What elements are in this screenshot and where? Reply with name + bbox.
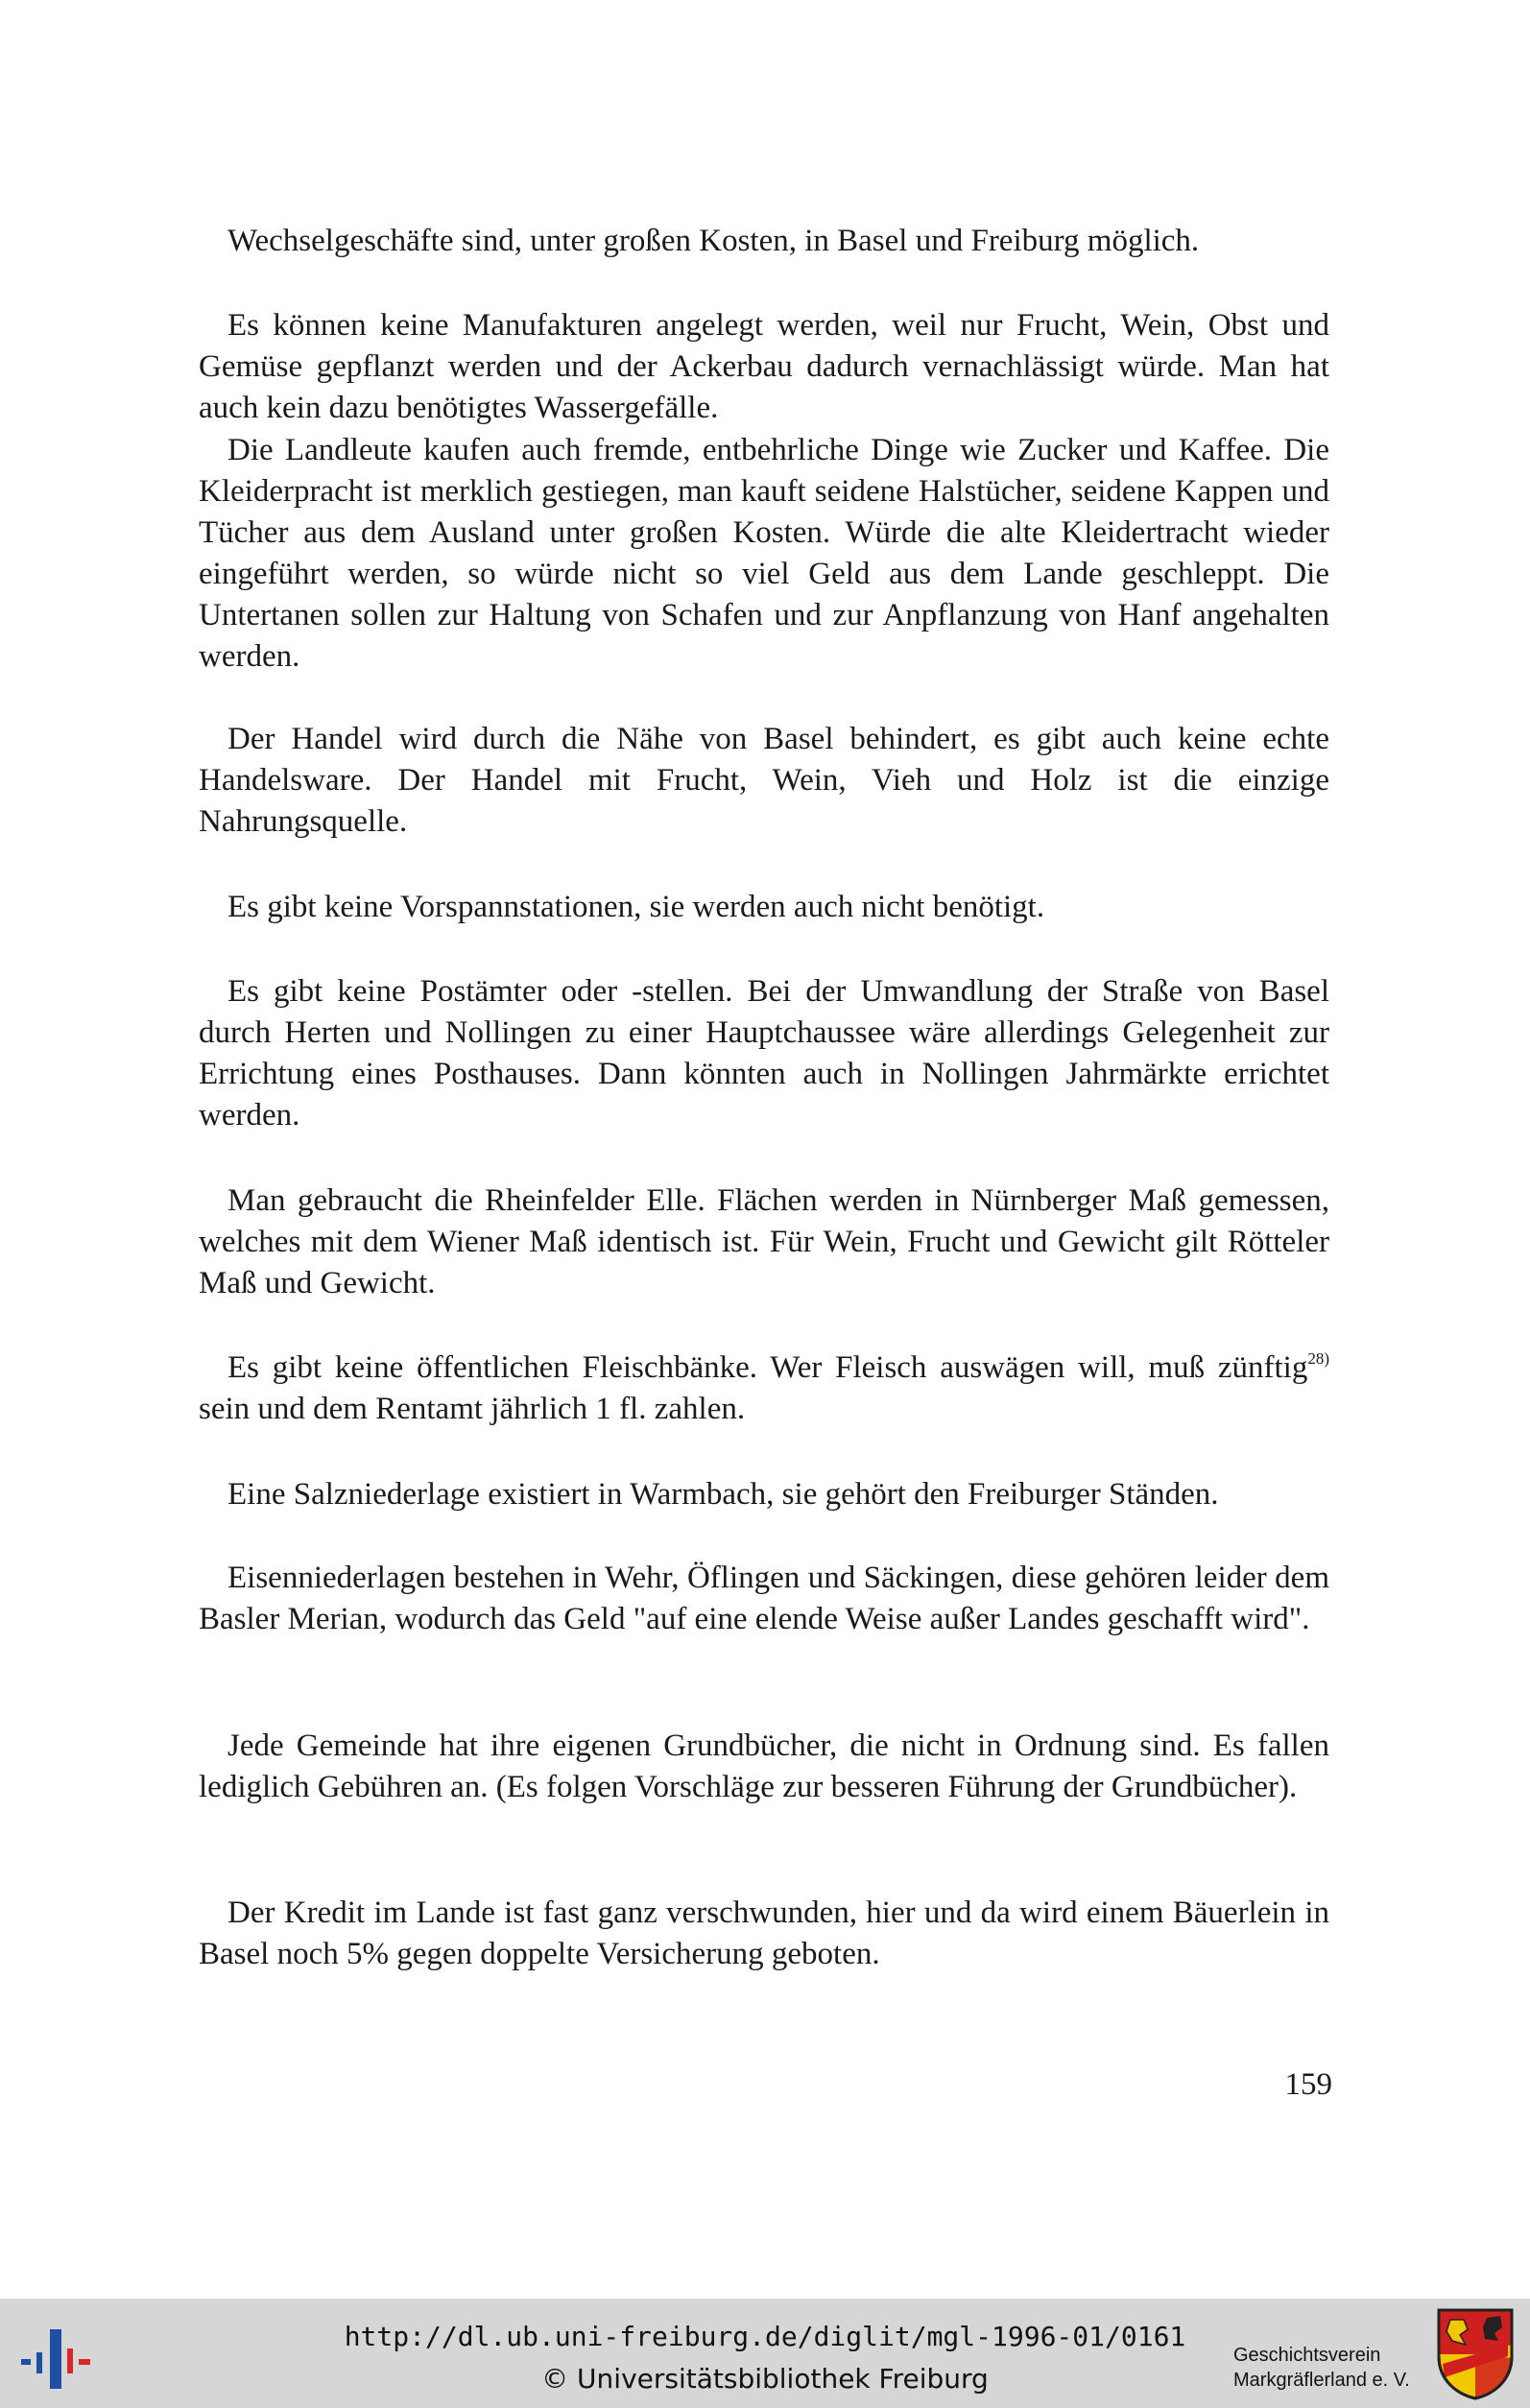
paragraph: Der Kredit im Lande ist fast ganz verschwunden, hier und da wird einem Bäuerlein in Basel noch 5% gegen doppelte Versicherung geboten. — [199, 1895, 1329, 1971]
society-name-line: Markgräflerland e. V. — [1233, 2370, 1410, 2391]
paragraph-with-footnote — [199, 1347, 1329, 1430]
page-number: 159 — [1284, 2067, 1332, 2102]
footer-url-link[interactable]: http://dl.ub.uni-freiburg.de/diglit/mgl-1996-01/0161 — [344, 2321, 1186, 2352]
paragraph: Die Landleute kaufen auch fremde, entbehrliche Dinge wie Zucker und Kaffee. Die Kleiderpracht ist merklich gestiegen, man kauft seidene Halstücher, seidene Kappen und Tücher aus dem Ausland unter großen Kosten. Würde die alte Kleidertracht wieder eingeführt werden, so würde nicht so viel Geld aus dem Lande geschleppt. Die Untertanen sollen zur Haltung von Schafen und zur Anpflanzung von Hanf angehalten werden. — [199, 433, 1329, 674]
paragraph: Wechselgeschäfte sind, unter großen Kosten, in Basel und Freiburg möglich. — [227, 224, 1200, 258]
markgraeflerland-crest-icon[interactable] — [1435, 2306, 1516, 2400]
society-name-line: Geschichtsverein — [1233, 2345, 1381, 2366]
paragraph: Eine Salzniederlage existiert in Warmbach, sie gehört den Freiburger Ständen. — [227, 1477, 1219, 1512]
paragraph: Der Handel wird durch die Nähe von Basel behindert, es gibt auch keine echte Handelsware. Der Handel mit Frucht, Wein, Vieh und Holz ist die einzige Nahrungsquelle. — [199, 722, 1329, 839]
footer-bar — [0, 2299, 1530, 2408]
paragraph: Es gibt keine Postämter oder -stellen. Bei der Umwandlung der Straße von Basel durch Herten und Nollingen zu einer Hauptchaussee wäre allerdings Gelegenheit zur Errichtung eines Posthauses. Dann könnten auch in Nollingen Jahrmärkte errichtet werden. — [199, 974, 1329, 1132]
paragraph: Jede Gemeinde hat ihre eigenen Grundbücher, die nicht in Ordnung sind. Es fallen lediglich Gebühren an. (Es folgen Vorschläge zur besseren Führung der Grundbücher). — [199, 1729, 1329, 1804]
paragraph: Es können keine Manufakturen angelegt werden, weil nur Frucht, Wein, Obst und Gemüse gepflanzt werden und der Ackerbau dadurch vernachlässigt würde. Man hat auch kein dazu benötigtes Wassergefälle. — [199, 308, 1329, 425]
paragraph-text: sein und dem Rentamt jährlich 1 fl. zahlen. — [199, 1392, 746, 1426]
society-name — [1233, 2343, 1410, 2393]
paragraph: Man gebraucht die Rheinfelder Elle. Flächen werden in Nürnberger Maß gemessen, welches mit dem Wiener Maß identisch ist. Für Wein, Frucht und Gewicht gilt Rötteler Maß und Gewicht. — [199, 1183, 1329, 1300]
paragraph: Eisenniederlagen bestehen in Wehr, Öflingen und Säckingen, diese gehören leider dem Basler Merian, wodurch das Geld "auf eine elende Weise außer Landes geschafft wird". — [199, 1561, 1329, 1636]
footer-copyright: © Universitätsbibliothek Freiburg — [541, 2363, 989, 2395]
paragraph-text: Es gibt keine öffentlichen Fleischbänke. Wer Fleisch auswägen will, muß zünftig — [227, 1350, 1308, 1385]
footnote-ref[interactable]: 28) — [1307, 1349, 1329, 1368]
paragraph: Es gibt keine Vorspannstationen, sie werden auch nicht benötigt. — [227, 890, 1045, 924]
